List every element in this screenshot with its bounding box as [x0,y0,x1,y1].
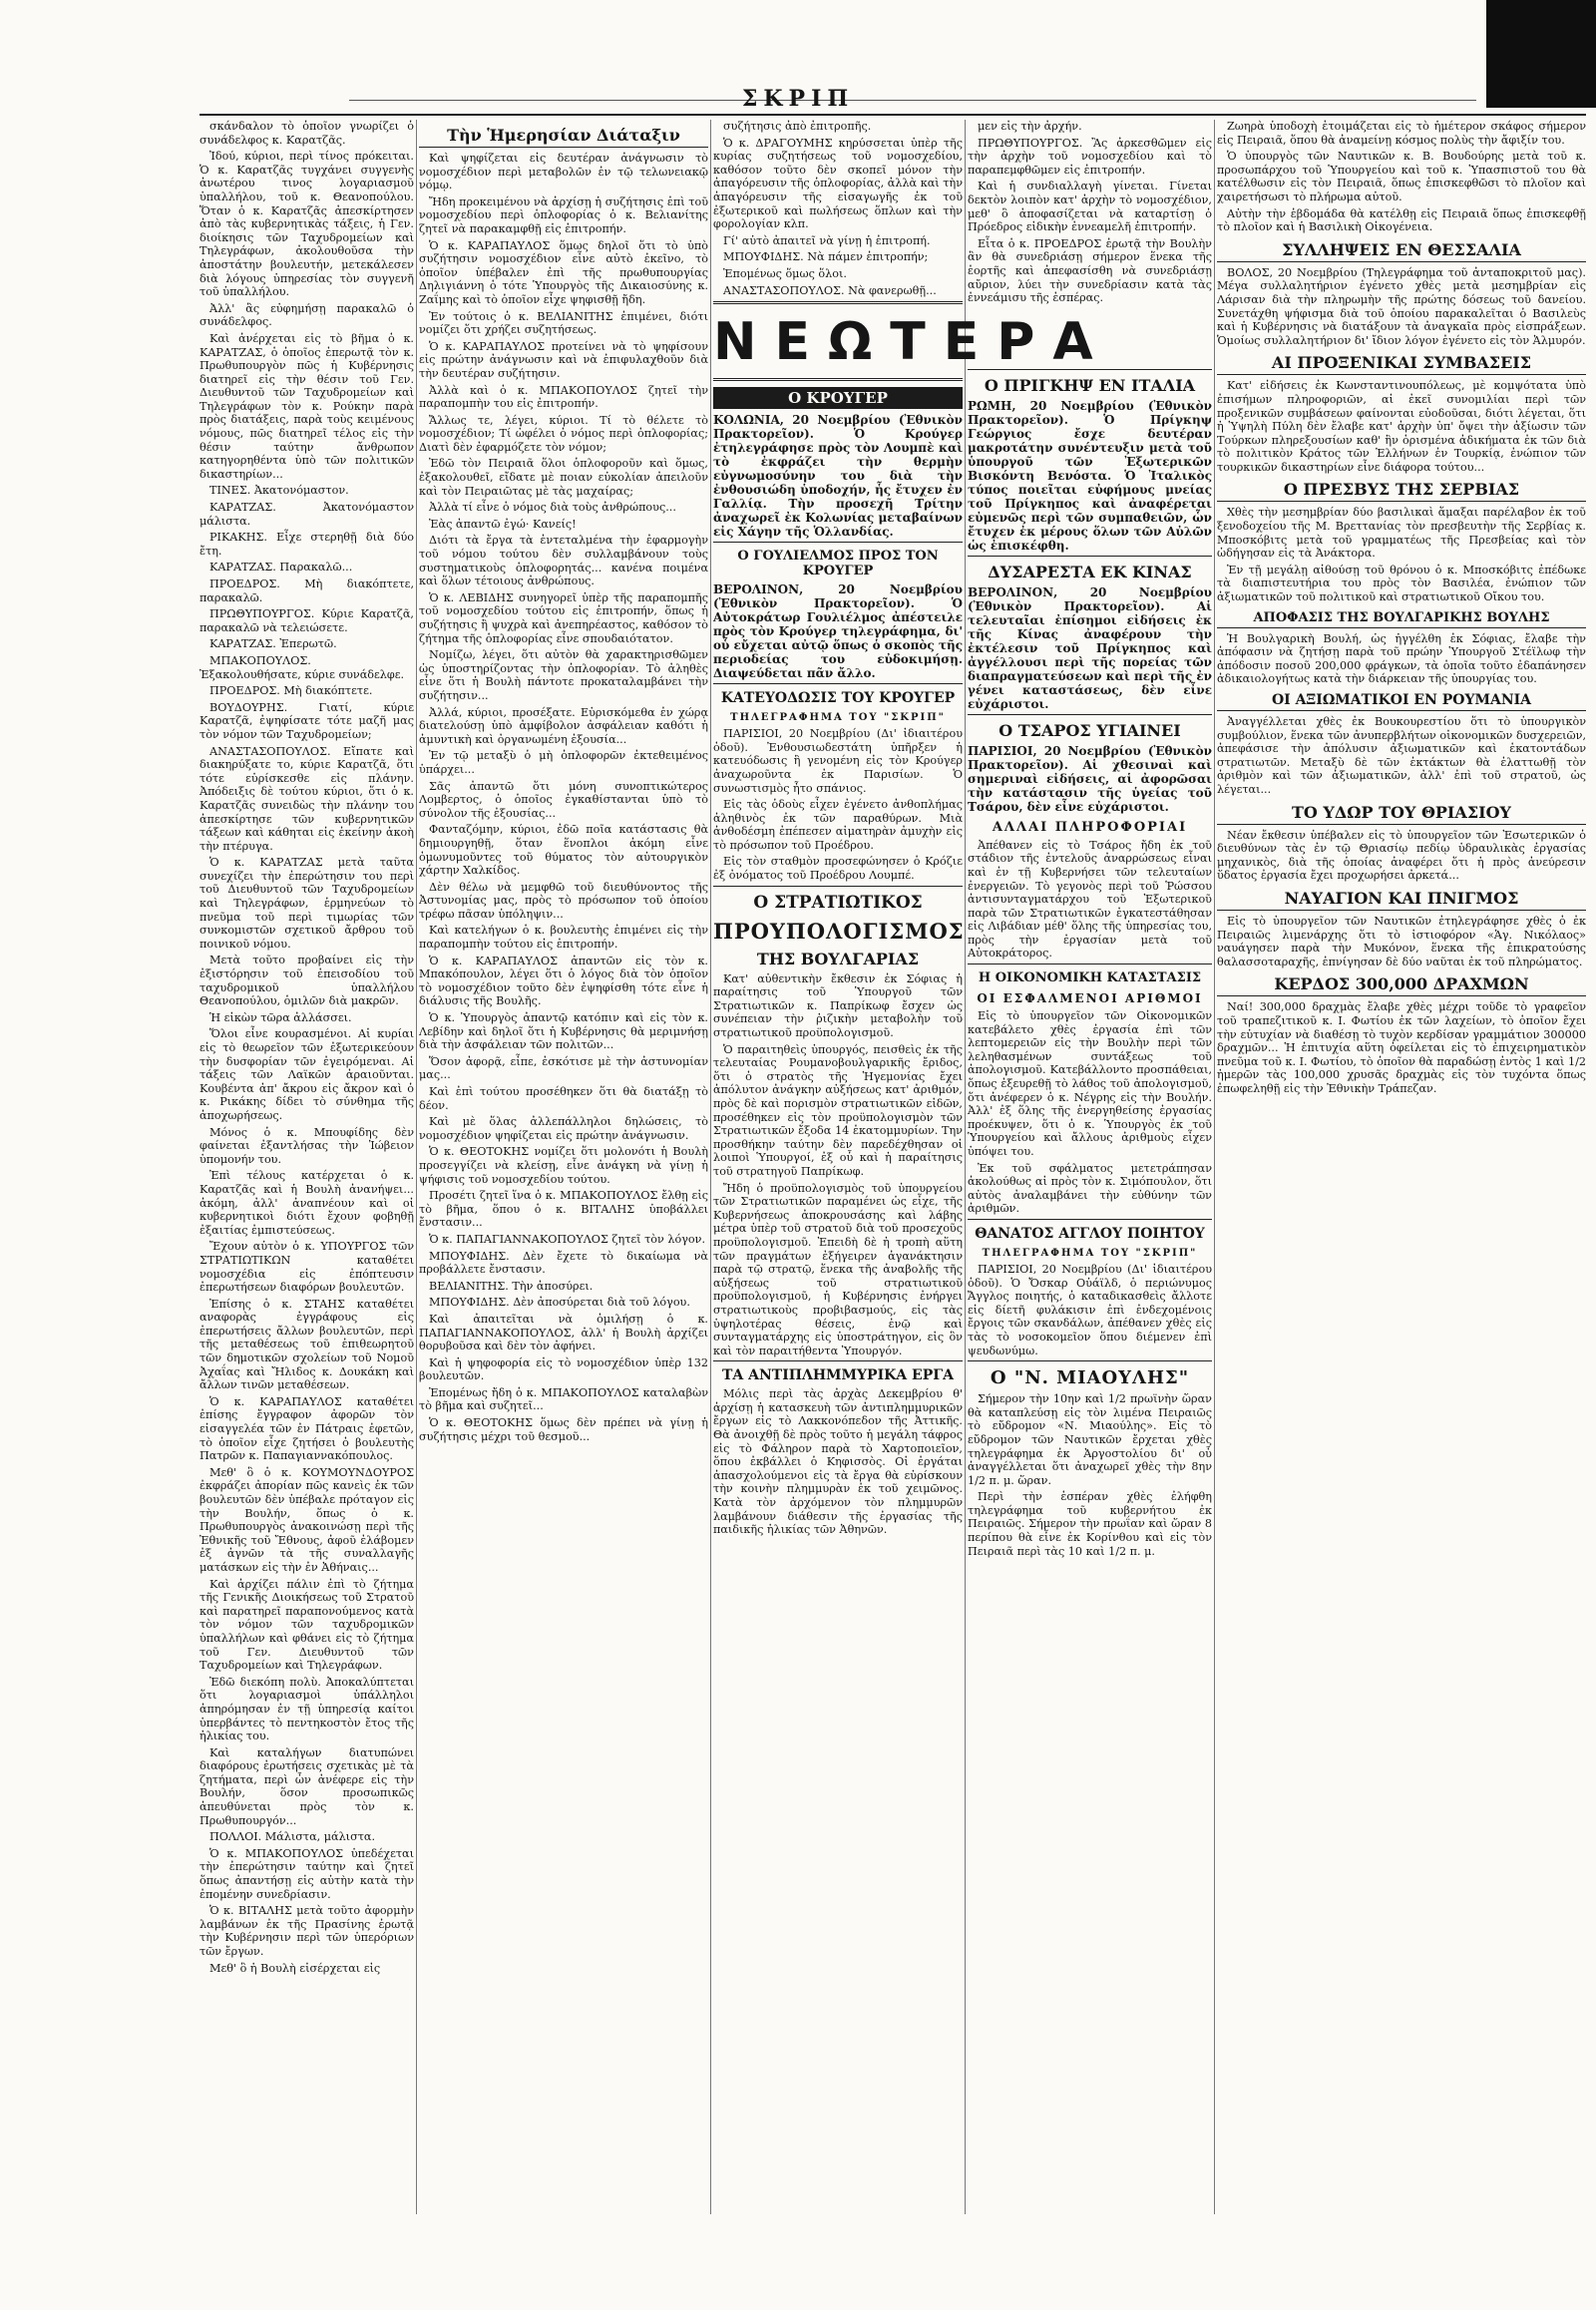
article-paragraph: ΚΑΡΑΤΖΑΣ. Ἐπερωτῶ. [209,637,337,651]
article-paragraph: Ὁ κ. ΚΑΡΑΤΖΑΣ μετὰ ταῦτα συνεχίζει τὴν ἐπερώτησιν του περὶ τοῦ Διευθυντοῦ τῶν Ταχυδρομείων καὶ Τηλεγράφων, ἑρμηνεύων τὸ πνεῦμα τοῦ περὶ τιμωρίας τῶν συνκομιστῶν σχετικοῦ ἄρθρου τοῦ ποινικοῦ νόμου. [200,856,414,951]
economy-heading: Η ΟΙΚΟΝΟΜΙΚΗ ΚΑΤΑΣΤΑΣΙΣ [978,970,1202,986]
china-heading: ΔΥΣΑΡΕΣΤΑ ΕΚ ΚΙΝΑΣ [988,562,1192,581]
economy-paragraph: Ἐκ τοῦ σφάλματος μετετράπησαν ἀκολούθως αἱ πρὸς τὸν κ. Σιμόπουλον, ὅτι αὐτὸς ἀναλαμβάνει τὴν εὐθύνην τῶν ἀριθμῶν. [968,1161,1212,1216]
miaoulis-paragraph: Σήμερον τὴν 10ην καὶ 1/2 πρωϊνὴν ὥραν θὰ καταπλεύσῃ εἰς τὸν λιμένα Πειραιῶς τὸ εὔδρομον «Ν. Μιαούλης». Εἰς τὸ εὔδρομον τῶν Ναυτικῶν ἔρχεται χθὲς τηλεγράφημα ἐκ Ἀργοστολίου δι' οὗ ἀναγγέλλεται ὅτι ἀναχωρεῖ χθὲς τὴν 8ην 1/2 π. μ. ὥραν. [968,1392,1212,1487]
article-paragraph: ΜΠΟΥΦΙΔΗΣ. Δὲν ἀποσύρεται διὰ τοῦ λόγου. [429,1296,690,1310]
article-paragraph: Καὶ ἀπαιτεῖται νὰ ὁμιλήσῃ ὁ κ. ΠΑΠΑΓΙΑΝΝΑΚΟΠΟΥΛΟΣ, ἀλλ' ἡ Βουλὴ ἀρχίζει θορυβοῦσα καὶ δὲν τὸν ἀφήνει. [419,1312,708,1353]
article-paragraph: Νομίζω, λέγει, ὅτι αὐτὸν θὰ χαρακτηρισθῶμεν ὡς ὑποστηρίζοντας τὴν ὁπλοφορίαν. Τὸ ἀληθὲς εἶνε ὅτι ἡ Βουλὴ πάντοτε προκαταλαμβάνει τὴν συζήτησιν... [419,648,708,702]
article-paragraph: Καὶ ψηφίζεται εἰς δευτέραν ἀνάγνωσιν τὸ νομοσχέδιον περὶ μεταβολῶν ἐν τῷ τελωνειακῷ νόμῳ. [419,152,708,192]
profit-text: Ναί! 300,000 δραχμὰς ἔλαβε χθὲς μέχρι τοῦδε τὸ γραφεῖον τοῦ τραπεζιτικοῦ κ. Ι. Φωτίου ἐκ τῶν λαχείων, τὸ ὁποῖον ἔχει τὴν εὐτυχίαν νὰ διαθέσῃ τὸ τυχὸν κερδίσαν γραμμάτιον 300000 δραχμῶν... Ἡ ἐπιτυχία αὕτη ὀφείλεται εἰς τὸ ἐπιχειρηματικὸν πνεῦμα τοῦ κ. Ι. Φωτίου, τὸ ὁποῖον θὰ παραδώσῃ ἐντὸς 1 καὶ 1/2 ἡμερῶν τὰς 100,000 χρυσᾶς δραχμὰς εἰς τὸν τυχόντα ὅπως ἐπωφεληθῇ εἰς τὴν Ἐθνικὴν Τράπεζαν. [1217,1000,1586,1095]
budget-paragraph: Ἤδη ὁ προϋπολογισμὸς τοῦ ὑπουργείου τῶν Στρατιωτικῶν παραμένει ὡς εἶχε, τῆς Κυβερνήσεως ἀποκρουσάσης καὶ λάβης μέτρα ὑπὲρ τοῦ στρατοῦ διὰ τοῦ προσεχοῦς προϋπολογισμοῦ. Ἐπειδὴ δὲ ἡ τροπὴ αὕτη τῶν πραγμάτων ἐξήγειρεν ἀγανάκτησιν παρὰ τῷ στρατῷ, ἕνεκα τῆς ἀναβολῆς τῆς αὐξήσεως τοῦ στρατιωτικοῦ προϋπολογισμοῦ, ἡ Κυβέρνησις ἐνήργει στρατιωτικοὺς προβιβασμούς, εἰς τὰς ὑψηλοτέρας θέσεις, ἐνῷ καὶ συνταγματάρχης εἰς ὑποστράτηγον, εἰς ὃν καὶ τὸν παραιτήθεντα Ὑπουργόν. [713,1181,963,1357]
serbia-paragraph: Ἐν τῇ μεγάλῃ αἰθούσῃ τοῦ θρόνου ὁ κ. Μποσκόβιτς ἐπέδωκε τὰ διαπιστευτήρια του πρὸς τὸν Βασιλέα, ἐνώπιον τῶν ἀξιωματικῶν τοῦ πολιτικοῦ καὶ στρατιωτικοῦ Οἴκου του. [1217,563,1586,604]
article-paragraph: ΜΠΟΥΦΙΔΗΣ. Νὰ πάμεν ἐπιτροπήν; [723,250,929,264]
anti-flood-heading: ΤΑ ΑΝΤΙΠΛΗΜΜΥΡΙΚΑ ΕΡΓΑ [721,1367,955,1384]
article-paragraph: Ἀλλὰ τί εἶνε ὁ νόμος διὰ τοὺς ἀνθρώπους... [429,501,676,515]
article-paragraph: ΒΟΥΔΟΥΡΗΣ. Γιατί, κύριε Καρατζᾶ, ἐψηφίσατε τότε μαζῆ μας τὸν νόμον τῶν Ταχυδρομείων; [200,700,414,741]
katevodosis-paragraph: Εἰς τὸν σταθμὸν προσεφώνησεν ὁ Κρόζιε ἐξ ὀνόματος τοῦ Προέδρου Λουμπέ. [713,855,963,883]
serbia-heading: Ο ΠΡΕΣΒΥΣ ΤΗΣ ΣΕΡΒΙΑΣ [1217,480,1586,502]
article-paragraph: Ὁ κ. ΘΕΟΤΟΚΗΣ ὅμως δὲν πρέπει νὰ γίνῃ ἡ συζήτησις μέχρι τοῦ θεσμοῦ... [419,1416,708,1443]
arrest-heading: ΣΥΛΛΗΨΕΙΣ ΕΝ ΘΕΣΣΑΛΙΑ [1217,240,1586,262]
article-paragraph: Ἐπίσης ὁ κ. ΣΤΑΗΣ καταθέτει αναφορὰς ἐγγράφους εἰς ἐπερωτήσεις ἄλλων βουλευτῶν, περὶ τῆς μεταθέσεως τοῦ ἐπιθεωρητοῦ τῶν δημοτικῶν σχολείων τοῦ Νομοῦ Ἀχαΐας καὶ Ἤλιδος κ. Δουκάκη καὶ ἄλλων τινῶν μεταθέσεων. [200,1297,414,1392]
rule [713,378,963,381]
rule [968,369,1212,370]
wilde-heading: ΘΑΝΑΤΟΣ ΑΓΓΛΟΥ ΠΟΙΗΤΟΥ [975,1225,1205,1242]
article-paragraph: Δὲν θέλω νὰ μεμφθῶ τοῦ διευθύνοντος τῆς Ἀστυνομίας μας, πρὸς τὸ πρόσωπον τοῦ ὁποίου τρέφω πᾶσαν ὑπόληψιν... [419,880,708,921]
water-text: Νέαν ἔκθεσιν ὑπέβαλεν εἰς τὸ ὑπουργεῖον τῶν Ἐσωτερικῶν ὁ διευθύνων τὰς ἐν τῷ Θριασίῳ πεδίῳ ὑδραυλικὰς ἐργασίας μηχανικὸς, διὰ τῆς ὁποίας ἀναφέρει ὅτι ἡ πρὸς ἀνεύρεσιν ὕδατος ἐργασία ἔχει προχωρήσει ἀρκετά... [1217,828,1586,883]
column-divider [965,120,966,2214]
rule [968,963,1212,964]
bulgarian-heading: ΑΠΟΦΑΣΙΣ ΤΗΣ ΒΟΥΛΓΑΡΙΚΗΣ ΒΟΥΛΗΣ [1217,610,1586,628]
serbia-paragraph: Χθὲς τὴν μεσημβρίαν δύο βασιλικαὶ ἅμαξαι παρέλαβον ἐκ τοῦ ξενοδοχείου τῆς Μ. Βρεττανίας τὸν πρεσβευτὴν τῆς Σερβίας κ. Μποσκόβιτς μετὰ τοῦ γραμματέως τῆς Πρεσβείας καὶ τὸν ὡδήγησαν εἰς τὰ Ἀνάκτορα. [1217,506,1586,561]
article-paragraph: Ὁ κ. ΛΕΒΙΔΗΣ συνηγορεῖ ὑπὲρ τῆς παραπομπῆς τοῦ νομοσχεδίου τούτου εἰς ἐπιτροπήν, ὅπως ἡ συζήτησις ἢ ψυχρὰ καὶ ἀνεπηρέαστος, καθόσον τὸ ζήτημα τῆς ὁπλοφορίας εἶνε σπουδαιότατον. [419,590,708,645]
article-paragraph: Καὶ ἡ ψηφοφορία εἰς τὸ νομοσχέδιον ὑπὲρ 132 βουλευτῶν. [419,1355,708,1383]
telegram-subheading: ΤΗΛΕΓΡΑΦΗΜΑ ΤΟΥ "ΣΚΡΙΠ" [730,712,946,724]
article-paragraph: Ἐπομένως ὅμως ὅλοι. [723,266,847,280]
article-paragraph: Ὁ κ. ΚΑΡΑΠΑΥΛΟΣ προτείνει νὰ τὸ ψηφίσουν εἰς πρώτην ἀνάγνωσιν καὶ νὰ ἐπιφυλαχθοῦν διὰ τὴν δευτέραν συζήτησιν. [419,339,708,380]
article-paragraph: Καὶ ἡ συνδιαλλαγὴ γίνεται. Γίνεται δεκτὸν λοιπὸν κατ' ἀρχὴν τὸ νομοσχέδιον, μεθ' ὃ ἀποφασίζεται νὰ καταρτίσῃ ὁ Πρόεδρος εἰδικὴν ἐννεαμελῆ ἐπιτροπήν. [968,180,1212,234]
article-paragraph: Καὶ ἐπὶ τούτου προσέθηκεν ὅτι θὰ διατάξῃ τὸ δέον. [419,1085,708,1112]
column-4 [968,120,1212,1561]
profit-heading: ΚΕΡΔΟΣ 300,000 ΔΡΑΧΜΩΝ [1217,974,1586,996]
economy-subheading: ΟΙ ΕΣΦΑΛΜΕΝΟΙ ΑΡΙΘΜΟΙ [977,991,1203,1006]
budget-heading-2: ΠΡΟΥΠΟΛΟΓΙΣΜΟΣ [713,918,965,944]
masthead-rule [200,114,1586,116]
article-paragraph: Ἐδῶ διεκόπη πολὺ. Ἀποκαλύπτεται ὅτι λογαριασμοὶ ὑπάλληλοι ἀπηρόμησαν ἐν τῇ ὑπηρεσίᾳ καίτοι ὑπερβάντες τὸ πεντηκοστὸν ἔτος τῆς ἡλικίας του. [200,1675,414,1743]
article-paragraph: Καὶ καταλήγων διατυπώνει διαφόρους ἐρωτήσεις σχετικὰς μὲ τὰ ζητήματα, περὶ ὧν ἀνέφερε εἰς τὴν Βουλήν, ὅσον προσωπικῶς ἀπευθύνεται πρὸς τὸν κ. Πρωθυπουργόν... [200,1745,414,1827]
article-paragraph: Φανταζόμην, κύριοι, ἐδῶ ποῖα κατάστασις θὰ δημιουργηθῇ, ὅταν ἕνοπλοι ἀκόμη εἶνε ὁμωνυμοῦντες τοῦ θύματος τὸν αὐτουργικὸν χάρτην Χαλκίδος. [419,823,708,878]
william-heading: Ο ΓΟΥΛΙΕΛΜΟΣ ΠΡΟΣ ΤΟΝ ΚΡΟΥΓΕΡ [737,549,939,579]
officers-heading: ΟΙ ΑΞΙΩΜΑΤΙΚΟΙ ΕΝ ΡΟΥΜΑΝΙΑ [1217,692,1586,711]
budget-paragraph: Κατ' αὐθεντικὴν ἔκθεσιν ἐκ Σόφιας ἡ παραίτησις τοῦ Ὑπουργοῦ τῶν Στρατιωτικῶν κ. Παπρίκωφ ἔσχεν ὡς συνέπειαν τὴν ῥιζικὴν μεταβολὴν τοῦ στρατιωτικοῦ προϋπολογισμοῦ. [713,971,963,1040]
article-paragraph: Σᾶς ἀπαντῶ ὅτι μόνη συνοπτικώτερος Λομβερτος, ὁ ὁποῖος ἐγκαθίστανται ὑπὸ τὸ σύνολον τῆς ἐξουσίας... [419,779,708,820]
katevodosis-paragraph: Εἰς τὰς ὁδοὺς εἶχεν ἐγένετο ἀνθοπλήμας ἀληθινὸς ἐκ τῶν παραθύρων. Μιὰ ἀνθοδέσμη ἐπέπεσεν αἰματηρὰν ἀμυχὴν εἰς τὸ πρόσωπον τοῦ Προέδρου. [713,798,963,852]
article-paragraph: Ἀλλά, κύριοι, προσέξατε. Εὑρισκόμεθα ἐν χώρᾳ διατελούσῃ ὑπὸ ἀμφίβολον ἀσφάλειαν καθότι ἡ ἀμυντικὴ καὶ ὀργανωμένη ἐξουσία... [419,705,708,746]
article-paragraph: ΠΡΩΘΥΠΟΥΡΓΟΣ. Ἂς ἀρκεσθῶμεν εἰς τὴν ἀρχὴν τοῦ νομοσχεδίου καὶ τὸ παραπεμφθῶμεν εἰς ἐπιτροπήν. [968,136,1212,177]
article-paragraph: Γί' αὐτὸ ἀπαιτεῖ νὰ γίνῃ ἡ ἐπιτροπή. [723,233,931,247]
article-paragraph: Ὁ κ. ΚΑΡΑΠΑΥΛΟΣ ὅμως δηλοῖ ὅτι τὸ ὑπὸ συζήτησιν νομοσχέδιον εἶνε αὐτὸ ἐκεῖνο, τὸ ὁποῖον ὑπέβαλεν ἐπὶ τῆς πρωθυπουργίας Δηλιγιάννη ὁ τότε Ὑπουργὸς τῆς Δικαιοσύνης κ. Ζαΐμης καὶ τὸ ὁποῖον εἶχε ψηφισθῇ ἤδη. [419,238,708,306]
budget-heading-3: ΤΗΣ ΒΟΥΛΓΑΡΙΑΣ [756,949,920,968]
wilde-text: ΠΑΡΙΣΙΟΙ, 20 Νοεμβρίου (Δι' ἰδιαιτέρου ὁδοῦ). Ὁ Ὄσκαρ Οὐάϊλδ, ὁ περιώνυμος Ἄγγλος ποιητής, ὁ καταδικασθεὶς ἄλλοτε εἰς δίετῆ φυλάκισιν ἐπὶ ἐνδεχομένοις ἔργοις τῶν σκανδάλων, ἀπέθανεν χθὲς εἰς τὰς τὸ νοσοκομεῖον ὅπου διέμενεν ἐπὶ ψευδωνύμω. [968,1262,1212,1357]
article-paragraph: Καὶ κατελήγων ὁ κ. βουλευτὴς ἐπιμένει εἰς τὴν παραπομπὴν τούτου εἰς ἐπιτροπήν. [419,924,708,952]
william-text: ΒΕΡΟΛΙΝΟΝ, 20 Νοεμβρίου (Ἐθνικὸν Πρακτορεῖον). Ὁ Αὐτοκράτωρ Γουλιέλμος ἀπέστειλε πρὸς τὸν Κρούγερ τηλεγράφημα, δι' οὗ εὔχεται αὐτῷ ὅπως ὁ σκοπὸς τῆς περιοδείας του εὐδοκιμήσῃ. Διαψεύδεται πᾶν ἄλλο. [713,582,963,681]
kruger-heading: Ο ΚΡΟΥΓΕΡ [713,387,963,409]
article-paragraph: Ἔχουν αὐτὸν ὁ κ. ΥΠΟΥΡΓΟΣ τῶν ΣΤΡΑΤΙΩΤΙΚΩΝ καταθέτει νομοσχέδια εἰς ἐπόπτευσιν ἐπερωτήσεων διαφόρων βουλευτῶν. [200,1240,414,1295]
rule [713,301,963,304]
article-paragraph: Μετὰ τοῦτο προβαίνει εἰς τὴν ἐξιστόρησιν τοῦ ἐπεισοδίου τοῦ ταχυδρομικοῦ ὑπαλλήλου Θεανοπούλου, ὁμιλῶν διὰ μακρῶν. [200,954,414,1008]
wreck-heading: ΝΑΥΑΓΙΟΝ ΚΑΙ ΠΝΙΓΜΟΣ [1217,889,1586,911]
article-paragraph: Ζωηρὰ ὑποδοχὴ ἑτοιμάζεται εἰς τὸ ἡμέτερον σκάφος σήμερον εἰς Πειραιᾶ, ὅπου θὰ ἀναμείνῃ κόσμος πολὺς τὴν ἄφιξίν του. [1217,120,1586,147]
article-paragraph: Ἐν τούτοις ὁ κ. ΒΕΛΙΑΝΙΤΗΣ ἐπιμένει, διότι νομίζει ὅτι χρήζει συζητήσεως. [419,309,708,337]
column-divider [416,120,417,2214]
article-paragraph: ΜΠΟΥΦΙΔΗΣ. Δὲν ἔχετε τὸ δικαίωμα νὰ προβάλλετε ἔνστασιν. [419,1249,708,1277]
article-paragraph: Ἐπομένως ἤδη ὁ κ. ΜΠΑΚΟΠΟΥΛΟΣ καταλαβὼν τὸ βῆμα καὶ συζητεῖ... [419,1385,708,1413]
section-heading: Τὴν Ἡμερησίαν Διάταξιν [419,126,708,148]
article-paragraph: Μεθ' ὃ ἡ Βουλὴ εἰσέρχεται εἰς [209,1961,381,1975]
article-paragraph: Εἶτα ὁ κ. ΠΡΟΕΔΡΟΣ ἐρωτᾷ τὴν Βουλὴν ἂν θὰ συνεδριάσῃ σήμερον ἕνεκα τῆς ἑορτῆς καὶ ἀπεφασίσθη νὰ συνεδριάσῃ αὔριον, λύει τὴν συνεδρίασιν κατὰ τὰς ἐννεάμισυ τῆς ἑσπέρας. [968,236,1212,305]
article-paragraph: ΡΙΚΑΚΗΣ. Εἶχε στερηθῇ διὰ δύο ἔτη. [200,531,414,558]
article-paragraph: ΒΕΛΙΑΝΙΤΗΣ. Τὴν ἀποσύρει. [429,1279,594,1293]
article-paragraph: Καὶ μὲ ὅλας ἀλλεπάλληλοι δηλώσεις, τὸ νομοσχέδιον ψηφίζεται εἰς πρώτην ἀνάγνωσιν. [419,1115,708,1142]
katevodosis-heading: ΚΑΤΕΥΟΔΩΣΙΣ ΤΟΥ ΚΡΟΥΓΕΡ [720,690,956,707]
article-paragraph: ΠΟΛΛΟΙ. Μάλιστα, μάλιστα. [209,1830,376,1844]
article-paragraph: ΤΙΝΕΣ. Ἀκατονόμαστον. [209,484,349,498]
article-paragraph: Ἡ εἰκὼν τῶρα ἀλλάσσει. [209,1010,352,1024]
budget-paragraph: Ὁ παραιτηθεὶς ὑπουργός, πεισθεὶς ἐκ τῆς τελευταίας Ρουμανοβουλγαρικῆς ἔριδος, ὅτι ὁ στρατὸς τῆς Ἡγεμονίας ἔχει ἀπόλυτον ἀνάγκην αὐξήσεως κατ' ἀριθμόν, πρὸς δὲ καὶ πορισμὸν στρατιωτικῶν εἰδῶν, προσέθηκεν εἰς τὸν προϋπολογισμὸν τῶν Στρατιωτικῶν ἔξοδα 14 ἑκατομμυρίων. Την προσθήκην ταύτην δὲν παρεδέχθησαν οἱ λοιποὶ Ὑπουργοί, ἐξ οὗ καὶ ἡ παραίτησις τοῦ στρατηγοῦ Παπρίκωφ. [713,1042,963,1178]
article-paragraph: Ὁ κ. ΜΠΑΚΟΠΟΥΛΟΣ ὑπεδέχεται τὴν ἐπερώτησιν ταύτην καὶ ζητεῖ ὅπως ἀπαντήσῃ εἰς αὐτὴν κατὰ τὴν ἐπομένην συνεδρίασιν. [200,1846,414,1901]
masthead [0,0,1596,120]
article-paragraph: Ἤδη προκειμένου νὰ ἀρχίσῃ ἡ συζήτησις ἐπὶ τοῦ νομοσχεδίου περὶ ὁπλοφορίας ὁ κ. Βελιανίτης ζητεῖ νὰ παρακαμφθῇ εἰς ἐπιτροπήν. [419,194,708,235]
miaoulis-paragraph: Περὶ τὴν ἑσπέραν χθὲς ἐλήφθη τηλεγράφημα τοῦ κυβερνήτου ἐκ Πειραιῶς. Σήμερον τὴν πρωΐαν καὶ ὥραν 8 περίπου θὰ εἶνε ἐκ Κορίνθου καὶ εἰς τὸν Πειραιᾶ περὶ τὰς 10 καὶ 1/2 π. μ. [968,1490,1212,1558]
article-paragraph: Ὁ κ. ΠΑΠΑΓΙΑΝΝΑΚΟΠΟΥΛΟΣ ζητεῖ τὸν λόγον. [429,1232,706,1246]
article-paragraph: Ὁ κ. ΘΕΟΤΟΚΗΣ νομίζει ὅτι μολονότι ἡ Βουλὴ προσεγγίζει νὰ κλείσῃ, εἶνε ἀνάγκη νὰ γίνῃ ἡ ψήφισις τοῦ νομοσχεδίου τούτου. [419,1145,708,1186]
rule [713,886,963,887]
arrest-text: ΒΟΛΟΣ, 20 Νοεμβρίου (Τηλεγράφημα τοῦ ἀνταποκριτοῦ μας). Μέγα συλλαλητήριον ἐγένετο χθὲς μετὰ μεσημβρίαν εἰς Λάρισαν διὰ τὴν πληρωμὴν τῆς πρώτης δόσεως τοῦ δανείου. Συνετάχθη ψήφισμα διὰ τοῦ ὁποίου παρακαλεῖται ὁ Βασιλεὺς καὶ ἡ Κυβέρνησις νὰ διατάξουν τὰ ἀναγκαῖα πρὸς εἰσπράξεων. Ὁμοίως συλλαλητήριον δι' ἴδιον λόγον ἐγένετο εἰς τὸν Ἁλμυρόν. [1217,265,1586,347]
budget-heading-1: Ο ΣΤΡΑΤΙΩΤΙΚΟΣ [753,892,923,913]
rule [968,714,1212,715]
article-paragraph: Μόνος ὁ κ. Μπουφίδης δὲν φαίνεται ἐξαντλήσας τὴν Ἰώβειον ὑπομονήν του. [200,1125,414,1166]
neotera-heading: ΝΕΩΤΕΡΑ [713,312,1111,373]
article-paragraph: Ὁ κ. ΚΑΡΑΠΑΥΛΟΣ ἀπαντῶν εἰς τὸν κ. Μπακόπουλον, λέγει ὅτι ὁ λόγος διὰ τὸν ὁποῖον τὸ νομοσχέδιον τοῦτο δὲν ἐψηφίσθη τότε εἶνε ἡ διάλυσις τῆς Βουλῆς. [419,954,708,1008]
article-paragraph: Ἐπὶ τέλους κατέρχεται ὁ κ. Καρατζᾶς καὶ ἡ Βουλὴ ἀνανήψει... ἀκόμη, ἀλλ' ἀναπνέουν καὶ οἱ κυβερνητικοὶ διότι ἔχουν φοβηθῇ ἐξαιτίας ἐμπιστεύσεως. [200,1169,414,1237]
china-text: ΒΕΡΟΛΙΝΟΝ, 20 Νοεμβρίου (Ἐθνικὸν Πρακτορεῖον). Αἱ τελευταῖαι ἐπίσημοι εἰδήσεις ἐκ τῆς Κίνας ἀναφέρουν τὴν ἐκτέλεσιν τοῦ Πρίγκηπος καὶ ἀγγέλλουσι περὶ τῆς πορείας τῶν διαπραγματεύσεων καὶ περὶ τῆς ἐν γένει καταστάσεως, δὲν εἶνε εὐχάριστοι. [968,584,1212,711]
article-paragraph: Ὁ κ. ΚΑΡΑΠΑΥΛΟΣ καταθέτει ἐπίσης ἔγγραφον ἀφορῶν τὸν εἰσαγγελέα τῶν ἐν Πάτραις ἐφετῶν, τὸ ὁποῖον εἶχε ζητήσει ὁ βουλευτὴς Πατρῶν κ. Παπαγιαννακόπουλος. [200,1394,414,1463]
rule [968,1219,1212,1220]
prince-text: ΡΩΜΗ, 20 Νοεμβρίου (Ἐθνικὸν Πρακτορεῖον). Ὁ Πρίγκηψ Γεώργιος ἔσχε δευτέραν μακροτάτην συνέντευξιν μετὰ τοῦ ὑπουργοῦ τῶν Ἐξωτερικῶν Βισκόντη Βενόστα. Ὁ Ἰταλικὸς τύπος ποιεῖται εὐφήμους μνείας τοῦ Πρίγκηπος καὶ ἀναφέρεται εὐμενῶς περὶ τῶν συμπαθειῶν, ὧν ἔτυχεν ἐκ μέρους ὅλων τῶν Αὐλῶν ὡς ἐπισκέφθη. [968,398,1212,553]
article-paragraph: ΑΝΑΣΤΑΣΟΠΟΥΛΟΣ. Εἴπατε καὶ διακηρύξατε το, κύριε Καρατζᾶ, ὅτι τότε εὑρίσκεσθε εἰς πλάνην. Ἀπόδειξις δὲ τούτου κύριοι, ὅτι ὁ κ. Καρατζᾶς συνειδὼς τὴν πλάνην του ἀπεσκίρτησε τῶν κυβερνητικῶν τάξεων καὶ κάθηται εἰς ἐκείνην ἀκοὴ τὴν πτέρυγα. [200,744,414,853]
consular-heading: ΑΙ ΠΡΟΞΕΝΙΚΑΙ ΣΥΜΒΑΣΕΙΣ [1217,353,1586,375]
column-2 [419,120,708,1446]
consular-text: Κατ' εἰδήσεις ἐκ Κωνσταντινουπόλεως, μὲ κομψότατα ὑπὸ ἐπισήμων πληροφοριῶν, αἱ ἐκεῖ συνομιλίαι περὶ τῶν προξενικῶν συμβάσεων φαίνονται εὐοδοῦσαι, διότι λέγεται, ὅτι ἡ Ὑψηλὴ Πύλη δὲν ἔλαβε κατ' ἀρχὴν ὑπ' ὄψει τὴν ἀξίωσιν τῶν Τούρκων πληρεξουσίων καθ' ἣν ὁρισμένα ἀδικήματα ἐκ τῶν διὰ τὸ πολιτικὸν Κράτος τῶν Ἑλλήνων ἐν Τουρκίᾳ, ἐνώπιον τῶν τουρκικῶν δικαστηρίων εἶνε διάφορα τούτου... [1217,379,1586,474]
article-paragraph: μεν εἰς τὴν ἀρχήν. [978,120,1082,133]
column-divider [1214,120,1215,2214]
article-paragraph: Ἰδού, κύριοι, περὶ τίνος πρόκειται. Ὁ κ. Καρατζᾶς τυγχάνει συγγενὴς ἀνωτέρου τινος λογαριασμοῦ ὑπαλλήλου, τοῦ κ. Θεανοπούλου. Ὅταν ὁ κ. Καρατζᾶς ἀπεσκίρτησεν ἀπὸ τὰς κυβερνητικὰς τάξεις, ἡ Γεν. διοίκησις τῶν Ταχυδρομείων καὶ Τηλεγράφων, ἀκολουθοῦσα τὴν ἀποστάτην βουλευτήν, μετεκάλεσεν διὰ λόγους ὑπηρεσίας τὸν συγγενῆ τοῦ ὑπαλλήλου. [200,150,414,299]
rule [968,1360,1212,1361]
water-heading: ΤΟ ΥΔΩΡ ΤΟΥ ΘΡΙΑΣΙΟΥ [1217,803,1586,825]
katevodosis-paragraph: ΠΑΡΙΣΙΟΙ, 20 Νοεμβρίου (Δι' ἰδιαιτέρου ὁδοῦ). Ἐνθουσιωδεστάτη ὑπῆρξεν ἡ κατευόδωσις ἣ γενομένη εἰς τὸν Κρούγερ ἀναχωροῦντα ἐκ Παρισίων. Ὁ συνωστισμὸς ἦτο σπάνιος. [713,727,963,795]
article-paragraph: Ἄλλως τε, λέγει, κύριοι. Τί τὸ θέλετε τὸ νομοσχέδιον; Τί ὠφέλει ὁ νόμος περὶ ὁπλοφορίας; Διατὶ δὲν ἐφαρμόζετε τὸν νόμον; [419,413,708,454]
telegram-subheading: ΤΗΛΕΓΡΑΦΗΜΑ ΤΟΥ "ΣΚΡΙΠ" [982,1247,1198,1259]
article-paragraph: Καὶ ἀνέρχεται εἰς τὸ βῆμα ὁ κ. ΚΑΡΑΤΖΑΣ, ὁ ὁποῖος ἐπερωτᾷ τὸν κ. Πρωθυπουργὸν πῶς ἡ Κυβέρνησις διατηρεῖ εἰς τὴν θέσιν τοῦ Γεν. Διευθυντοῦ τῶν Ταχυδρομείων καὶ Τηλεγράφων τὸν κ. Ρούκην παρὰ πρὸς διατάξεις, παρὰ τοὺς κειμένους νόμους, πῶς διατηρεῖ τέλος εἰς τὴν θέσιν ταύτην ἄνθρωπον κατηγορηθέντα ὑπὸ τῶν πολιτικῶν δικαστηρίων... [200,331,414,481]
article-paragraph: σκάνδαλον τὸ ὁποῖον γνωρίζει ὁ συνάδελφος κ. Καρατζᾶς. [200,120,414,147]
article-paragraph: ΠΡΟΕΔΡΟΣ. Μὴ διακόπτετε. [209,684,373,698]
article-paragraph: Διότι τὰ ἔργα τὰ ἐντεταλμένα τὴν ἐφαρμογὴν τοῦ νόμου τούτου δὲν συλλαμβάνουν τοὺς συστηματικοὺς ὁπλοφορητάς... κανένα ποιμένα καὶ ὅλων τέτοιους ἀνθρώπους. [419,534,708,588]
article-paragraph: Ὁ κ. Ὑπουργὸς ἀπαντῷ κατόπιν καὶ εἰς τὸν κ. Λεβίδην καὶ δηλοῖ ὅτι ἡ Κυβέρνησις θὰ μεριμνήσῃ διὰ τὴν ἀσφάλειαν τῶν πολιτῶν... [419,1011,708,1052]
article-paragraph: Ἀλλὰ καὶ ὁ κ. ΜΠΑΚΟΠΟΥΛΟΣ ζητεῖ τὴν παραπομπὴν του εἰς ἐπιτροπήν. [419,383,708,411]
article-paragraph: Μεθ' ὃ ὁ κ. ΚΟΥΜΟΥΝΔΟΥΡΟΣ ἐκφράζει ἀπορίαν πῶς κανεὶς ἐκ τῶν βουλευτῶν δὲν ὑπέβαλε πρόταγον εἰς τὴν Βουλήν, ὅπως ὁ κ. Πρωθυπουργὸς ἀνακοινώσῃ περὶ τῆς Ἐθνικῆς τοῦ Ἔθνους, ἀφοῦ ἐλάβομεν ἐξ ἀγνῶν τὰ τῆς συναλλαγῆς ματάσκων εἰς τὴν ἐν Ἀθήναις... [200,1465,414,1574]
article-paragraph: Ὅσον ἀφορᾷ, εἶπε, ἐσκότισε μὲ τὴν ἀστυνομίαν μας... [419,1054,708,1082]
kruger-text: ΚΟΛΩΝΙΑ, 20 Νοεμβρίου (Ἐθνικὸν Πρακτορεῖον). Ὁ Κρούγερ ἐτηλεγράφησε πρὸς τὸν Λουμπὲ καὶ τὸ ἐκφράζει τὴν θερμὴν εὐγνωμοσύνην του διὰ τὴν ἐνθουσιώδη ὑποδοχήν, ἧς ἔτυχεν ἐν Γαλλίᾳ. Τὴν προσεχῆ Τρίτην ἀναχωρεῖ ἐκ Κολωνίας μεταβαίνων εἰς Χάγην τῆς Ὁλλανδίας. [713,413,963,540]
article-paragraph: ΜΠΑΚΟΠΟΥΛΟΣ. Ἐξακολουθήσατε, κύριε συνάδελφε. [200,653,405,681]
article-paragraph: Αὐτὴν τὴν ἑβδομάδα θὰ κατέλθῃ εἰς Πειραιᾶ ὅπως ἐπισκεφθῇ τὸ πλοῖον καὶ ἡ Βασιλικὴ Οἰκογένεια. [1217,206,1586,234]
article-paragraph: Ὁ κ. ΔΡΑΓΟΥΜΗΣ κηρύσσεται ὑπὲρ τῆς κυρίας συζητήσεως τοῦ νομοσχεδίου, καθόσον τοῦτο δὲν σκοπεῖ μόνον τὴν ἀπαγόρευσιν τῆς ὁπλοφορίας, ἀλλὰ καὶ τὴν ἀπαγόρευσιν τῆς εἰσαγωγῆς ἐκ τοῦ ἐξωτερικοῦ καὶ πωλήσεως ὅπλων καὶ τὴν φορολογίαν κλπ. [713,136,963,231]
article-paragraph: Ὁ κ. ΒΙΤΑΛΗΣ μετὰ τοῦτο ἀφορμὴν λαμβάνων ἐκ τῆς Πρασίνης ἐρωτᾷ τὴν Κυβέρνησιν περὶ τῶν ὑπερόριων τῶν ἔργων. [200,1904,414,1958]
article-paragraph: Ἐδῶ τὸν Πειραιᾶ ὅλοι ὁπλοφοροῦν καὶ ὅμως, ἐξακολουθεῖ, εἴδατε μὲ ποιαν εὐκολίαν ἀπειλοῦν καὶ τὸν Πειραιῶτας μὲ τὰς μαχαίρας; [419,457,708,498]
article-paragraph: συζήτησις ἀπὸ ἐπιτροπῆς. [723,120,872,133]
wreck-text: Εἰς τὸ ὑπουργεῖον τῶν Ναυτικῶν ἐτηλεγράφησε χθὲς ὁ ἐκ Πειραιῶς λιμενάρχης ὅτι τὸ ἰστιοφόρον «Ἁγ. Νικόλαος» ναυάγησεν παρὰ τὴν Μυκόνον, ἕνεκα τῆς ἐπικρατούσης θαλασσοταραχῆς, ἐπνίγησαν δὲ δύο ναῦται ἐκ τοῦ πληρώματος. [1217,914,1586,968]
article-paragraph: Ἐν τῷ μεταξὺ ὁ μὴ ὁπλοφορῶν ἐκτεθειμένος ὑπάρχει... [419,749,708,776]
column-5 [1217,120,1586,1098]
article-paragraph: Ὅλοι εἶνε κουρασμένοι. Αἱ κυρίαι εἰς τὸ θεωρεῖον τῶν ἐξωτερικεύουν τὴν δυσφορίαν τῶν ἐγειρόμεναι. Αἱ τάξεις τῶν Λαϊκῶν ἀραιοῦνται. Κουβέντα ἀπ' ἄκρου εἰς ἄκρον καὶ ὁ κ. Ρικάκης δίδει τὸ σύνθημα τῆς ἀποχωρήσεως. [200,1027,414,1122]
economy-paragraph: Εἰς τὸ ὑπουργεῖον τῶν Οἰκονομικῶν κατεβάλετο χθὲς ἐργασία ἐπὶ τῶν λεπτομερειῶν εἰς τὴν Βουλὴν περὶ τῶν λεληθασμένων συντάξεως τοῦ ἀπολογισμοῦ. Κατεβάλλοντο προσπάθειαι, ὅπως ἐξευρεθῇ τὸ λάθος τοῦ ἀπολογισμοῦ, ὅτι ἀνέφερεν ὁ κ. Νέγρης εἰς τὴν Βουλήν. Ἀλλ' ἐξ ὅλης τῆς ἐνεργηθείσης ἐργασίας προέκυψεν, ὅτι ὁ κ. Ὑπουργὸς ἐκ τοῦ Ὑπουργείου καὶ ἄλλους ἀριθμοὺς εἶχεν ὑπόψει του. [968,1009,1212,1158]
article-paragraph: ΚΑΡΑΤΖΑΣ. Ἀκατονόμαστον μάλιστα. [200,501,414,528]
rule [968,556,1212,557]
prince-heading: Ο ΠΡΙΓΚΗΨ ΕΝ ΙΤΑΛΙΑ [984,375,1196,395]
article-paragraph: ΠΡΩΘΥΠΟΥΡΓΟΣ. Κύριε Καρατζᾶ, παρακαλῶ νὰ τελειώσετε. [200,607,414,634]
newspaper-title: ΣΚΡΙΠ [741,86,855,112]
article-paragraph: Ἀλλ' ἂς εὐφημήσῃ παρακαλῶ ὁ συνάδελφος. [200,301,414,329]
bulgarian-text: Ἡ Βουλγαρικὴ Βουλή, ὡς ἠγγέλθη ἐκ Σόφιας, ἔλαβε τὴν ἀπόφασιν νὰ ζητήσῃ παρὰ τοῦ πρώην Ὑπουργοῦ Στέϊλωφ τὴν ἀπόδοσιν ποσοῦ 200,000 φράγκων, τὰ ὁποῖα τοῦτο ἐδαπάνησεν ἀδικαιολογήτως κατὰ τὴν διάρκειαν τῆς ὑπουργίας του. [1217,631,1586,686]
rule [713,1360,963,1361]
article-paragraph: ΚΑΡΑΤΖΑΣ. Παρακαλῶ... [209,561,353,575]
rule [713,683,963,684]
officers-text: Ἀναγγέλλεται χθὲς ἐκ Βουκουρεστίου ὅτι τὸ ὑπουργικὸν συμβούλιον, ἕνεκα τῶν ἀνυπερβλήτων οἰκονομικῶν δυσχερειῶν, ἀπεφάσισε τὴν ἀπόλυσιν ἀξιωματικῶν καὶ ἑκατοντάδων στρατιωτῶν. Μεταξὺ δὲ τῶν ἐκτάκτων θὰ ἐλαττωθῇ τὸν ἀριθμὸν καὶ τῶν ἀξιωματικῶν, ἀλλ' ἐπὶ τοῦ στρατοῦ, ὡς λέγεται... [1217,715,1586,796]
other-news-text: Ἀπέθανεν εἰς τὸ Τσάρος ἤδη ἐκ τοῦ στάδιον τῆς ἐντελοῦς ἀναρρώσεως εἶναι καὶ ἐν τῇ Κυβερνήσει τῶν τελευταίων ἐνεργειῶν. Τὸ γεγονὸς περὶ τοῦ Ῥώσσου ἀντισυνταγματάρχου τοῦ Ἐξωτερικοῦ παρὰ τῶν Στρατιωτικῶν ἐγκατεστάθησαν εἰς Λιβάδιαν μέθ' ὅλης τῆς ὑπηρεσίας του, πρὸς τὴν ἐργασίαν μετὰ τοῦ Αὐτοκράτορος. [968,838,1212,961]
article-paragraph: Ὁ ὑπουργὸς τῶν Ναυτικῶν κ. Β. Βουδούρης μετὰ τοῦ κ. προσωπάρχου τοῦ Ὑπουργείου καὶ τοῦ κ. Ὑπασπιστοῦ του θὰ κατέλθωσιν εἰς τὸν Πειραιᾶ, ὅπως ἐπισκεφθῶσι τὸ πλοῖον καὶ χαιρετήσωσι τὸ πλήρωμα αὐτοῦ. [1217,150,1586,203]
tsar-heading: Ο ΤΣΑΡΟΣ ΥΓΙΑΙΝΕΙ [998,720,1181,740]
column-1 [200,120,414,1978]
article-paragraph: Προσέτι ζητεῖ ἵνα ὁ κ. ΜΠΑΚΟΠΟΥΛΟΣ ἔλθῃ εἰς τὸ βῆμα, ὅπου ὁ κ. ΒΙΤΑΛΗΣ ὑποβάλλει ἔνστασιν... [419,1189,708,1230]
rule [713,542,963,543]
article-paragraph: ΑΝΑΣΤΑΣΟΠΟΥΛΟΣ. Νὰ φανερωθῇ... [723,283,937,297]
article-paragraph: Ἐὰς ἀπαντῶ ἐγώ· Κανείς! [429,517,577,531]
miaoulis-heading: Ο "Ν. ΜΙΑΟΥΛΗΣ" [990,1367,1190,1389]
article-paragraph: Καὶ ἀρχίζει πάλιν ἐπὶ τὸ ζήτημα τῆς Γενικῆς Διοικήσεως τοῦ Στρατοῦ καὶ παρατηρεῖ παραπονούμενος κατὰ τὸν νόμον τῶν ταχυδρομικῶν ὑπαλλήλων καὶ φθάνει εἰς τὸ ζήτημα τοῦ Γεν. Διευθυντοῦ τῶν Ταχυδρομείων καὶ Τηλεγράφων. [200,1577,414,1673]
column-divider [710,120,711,2214]
tsar-text: ΠΑΡΙΣΙΟΙ, 20 Νοεμβρίου (Ἐθνικὸν Πρακτορεῖον). Αἱ χθεσιναὶ καὶ σημεριναὶ εἰδήσεις, αἱ ἀφορῶσαι τὴν κατάστασιν τῆς ὑγείας τοῦ Τσάρου, δὲν εἶνε εὐχάριστοι. [968,743,1212,814]
article-paragraph: ΠΡΟΕΔΡΟΣ. Μὴ διακόπτετε, παρακαλῶ. [200,578,414,604]
anti-flood-text: Μόλις περὶ τὰς ἀρχὰς Δεκεμβρίου θ' ἀρχίσῃ ἡ κατασκευὴ τῶν ἀντιπλημμυρικῶν ἔργων εἰς τὸ Λακκονόπεδον τῆς Ἀττικῆς. Θὰ ἀνοιχθῇ δὲ πρὸς τοῦτο ἡ μεγάλη τάφρος εἰς τὸ Φάληρον παρὰ τὸ Χαρτοποιεῖον, ὅπου ἐκβάλλει ὁ Κηφισσὸς. Οἱ ἐργάται ἀπασχολούμενοι εἰς τὰ ἔργα θὰ εὑρίσκουν τὴν κοινὴν πλημμυρὰν ἐκ τοῦ χειμῶνος. Κατὰ τὸν ἀρχόμενον τὸν πλημμυρῶν λαμβάνουν διάθεσιν τῆς ἐργασίας τῆς παιδικῆς ἡλικίας τῶν Ἀθηνῶν. [713,1387,963,1537]
other-news-heading: ΑΛΛΑΙ ΠΛΗΡΟΦΟΡΙΑΙ [992,819,1188,835]
